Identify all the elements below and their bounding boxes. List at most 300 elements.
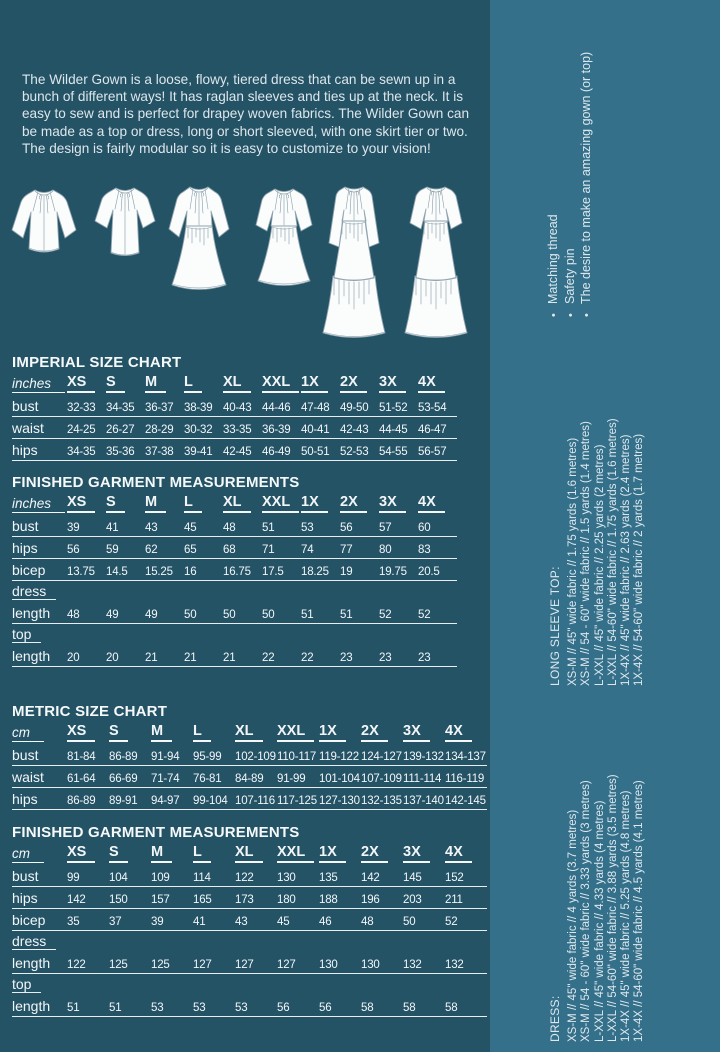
table-cell: 28-29 [145, 424, 174, 436]
table-row [12, 645, 457, 667]
list-item-text: L-XXL // 45" wide fabric // 4.33 yards (4 metres) [593, 800, 606, 1042]
table-cell: 36-37 [145, 402, 174, 414]
table-header-row [12, 844, 487, 865]
table-title: FINISHED GARMENT MEASUREMENTS [12, 824, 300, 841]
row-label: length [12, 955, 51, 971]
size-header: 4X [445, 844, 487, 865]
unit-label: inches [12, 376, 67, 395]
table-title: IMPERIAL SIZE CHART [12, 354, 182, 371]
table-cell: 53-54 [418, 402, 447, 414]
table-row [12, 417, 457, 439]
table-cell: 13.75 [67, 566, 95, 578]
table-cell: 188 [319, 894, 338, 906]
list-item-text: 1X-4X // 54-60" wide fabric // 2 yards (1.7 metres) [633, 433, 646, 686]
table-cell: 57 [379, 522, 392, 534]
table-cell: 77 [340, 544, 353, 556]
table-cell: 49-50 [340, 402, 369, 414]
table-cell: 127 [235, 959, 254, 971]
table-row [12, 537, 457, 559]
table-cell: 132 [403, 959, 422, 971]
fabric-requirement-line [620, 418, 633, 686]
table-cell: 50 [262, 609, 275, 621]
table-cell: 34-35 [67, 446, 96, 458]
table-cell: 52-53 [340, 446, 369, 458]
size-header: 2X [340, 374, 379, 395]
table-cell: 135 [319, 872, 338, 884]
size-header: XXL [262, 494, 301, 515]
size-header: 4X [445, 723, 487, 744]
table-cell: 58 [403, 1002, 416, 1014]
table-cell: 94-97 [151, 795, 180, 807]
fabric-requirement-line [594, 418, 607, 686]
table-cell: 50 [403, 916, 416, 928]
table-cell: 127 [277, 959, 296, 971]
table-cell: 51 [301, 609, 314, 621]
table-cell: 130 [361, 959, 380, 971]
table-cell: 99-104 [193, 795, 228, 807]
table-cell: 65 [184, 544, 197, 556]
table-cell: 20.5 [418, 566, 440, 578]
fabric-requirement-line [607, 774, 620, 1042]
list-item-text: L-XXL // 54-60" wide fabric // 1.75 yards (1.6 metres) [606, 418, 619, 686]
table-cell: 53 [193, 1002, 206, 1014]
table-cell: 52 [418, 609, 431, 621]
row-label: length [12, 998, 51, 1014]
table-cell: 37 [109, 916, 122, 928]
table-cell: 119-122 [319, 751, 359, 763]
table-cell: 150 [109, 894, 128, 906]
list-item-text: XS-M // 45" wide fabric // 1.75 yards (1.6 metres) [567, 437, 580, 686]
size-header: S [106, 374, 145, 395]
short-sleeve-two-tier-gown-illustration [398, 183, 474, 345]
table-row [12, 974, 487, 995]
size-header: 3X [379, 494, 418, 515]
table-cell: 18.25 [301, 566, 329, 578]
fabric-requirement-line [594, 774, 607, 1042]
table-cell: 40-43 [223, 402, 252, 414]
size-header: XXL [277, 844, 319, 865]
table-cell: 50 [223, 609, 236, 621]
table-title: METRIC SIZE CHART [12, 703, 168, 720]
size-header: 3X [379, 374, 418, 395]
table-cell: 99 [67, 872, 80, 884]
table-cell: 46-49 [262, 446, 291, 458]
table-cell: 42-45 [223, 446, 252, 458]
fabric-requirement-line [567, 418, 580, 686]
table-header-row [12, 494, 457, 515]
size-header: XXL [277, 723, 319, 744]
table-cell: 68 [223, 544, 236, 556]
row-label: bust [12, 398, 39, 414]
table-cell: 19 [340, 566, 353, 578]
long-sleeve-top-requirements [549, 418, 646, 686]
table-cell: 111-114 [403, 773, 442, 785]
unit-label: cm [12, 725, 67, 744]
size-header: XS [67, 494, 106, 515]
table-row [12, 395, 457, 417]
table-cell: 62 [145, 544, 158, 556]
table-cell: 122 [67, 959, 86, 971]
size-header: M [151, 844, 193, 865]
table-cell: 56-57 [418, 446, 447, 458]
notion-item [546, 52, 563, 317]
table-cell: 101-104 [319, 773, 360, 785]
table-cell: 66-69 [109, 773, 138, 785]
table-cell: 107-109 [361, 773, 402, 785]
size-header: XL [235, 723, 277, 744]
size-header: M [151, 723, 193, 744]
table-row [12, 581, 457, 602]
table-cell: 44-45 [379, 424, 408, 436]
bullet-icon: • [548, 313, 560, 317]
table-cell: 180 [277, 894, 296, 906]
list-item-text: 1X-4X // 54-60" wide fabric // 4.5 yards (4.1 metres) [633, 780, 646, 1042]
table-cell: 91-94 [151, 751, 180, 763]
size-header: M [145, 494, 184, 515]
list-item-text: XS-M // 54 - 60" wide fabric // 3.33 yards (3 metres) [580, 780, 593, 1042]
size-header: M [145, 374, 184, 395]
fabric-requirement-line [620, 774, 633, 1042]
size-header: L [184, 494, 223, 515]
table-cell: 51 [262, 522, 275, 534]
table-cell: 23 [340, 652, 353, 664]
row-label: top [12, 626, 67, 645]
row-label: waist [12, 769, 44, 785]
fabric-requirement-line [633, 418, 646, 686]
bullet-icon: • [564, 313, 577, 317]
row-label: bicep [12, 562, 46, 578]
table-cell: 95-99 [193, 751, 222, 763]
table-cell: 24-25 [67, 424, 96, 436]
notions-list [546, 52, 596, 317]
table-cell: 51 [67, 1002, 80, 1014]
table-cell: 116-119 [445, 773, 485, 785]
table-cell: 42-43 [340, 424, 369, 436]
size-header: 1X [319, 844, 361, 865]
table-cell: 157 [151, 894, 170, 906]
table-cell: 196 [361, 894, 380, 906]
table-cell: 58 [445, 1002, 458, 1014]
size-header: 4X [418, 374, 457, 395]
table-cell: 20 [67, 652, 80, 664]
metric-size-chart [12, 703, 487, 810]
table-cell: 211 [445, 894, 463, 906]
table-cell: 48 [361, 916, 374, 928]
table-cell: 60 [418, 522, 431, 534]
table-cell: 43 [235, 916, 248, 928]
long-sleeve-top-illustration [4, 186, 84, 258]
size-header: L [193, 723, 235, 744]
table-cell: 50 [184, 609, 197, 621]
size-header: 1X [301, 374, 340, 395]
table-cell: 83 [418, 544, 431, 556]
size-header: XL [223, 374, 262, 395]
table-cell: 142 [67, 894, 86, 906]
table-cell: 35 [67, 916, 80, 928]
table-cell: 36-39 [262, 424, 291, 436]
unit-label: cm [12, 846, 67, 865]
table-cell: 127-130 [319, 795, 360, 807]
dress-requirements [549, 774, 646, 1042]
row-label: hips [12, 890, 38, 906]
table-cell: 86-89 [109, 751, 138, 763]
list-item-text: Matching thread [546, 214, 560, 304]
list-item-text: The desire to make an amazing gown (or top) [579, 51, 594, 304]
table-cell: 102-109 [235, 751, 276, 763]
list-item-text: L-XXL // 54-60" wide fabric // 3.88 yards (3.5 metres) [606, 774, 619, 1042]
table-cell: 104 [109, 872, 128, 884]
size-header: 2X [340, 494, 379, 515]
table-cell: 81-84 [67, 751, 96, 763]
row-label: waist [12, 420, 44, 436]
table-cell: 48 [223, 522, 236, 534]
size-header: 2X [361, 723, 403, 744]
table-cell: 49 [145, 609, 158, 621]
table-cell: 30-32 [184, 424, 213, 436]
table-cell: 48 [67, 609, 80, 621]
table-cell: 132-135 [361, 795, 402, 807]
table-cell: 34-35 [106, 402, 135, 414]
table-cell: 80 [379, 544, 392, 556]
size-header: XL [223, 494, 262, 515]
table-cell: 91-99 [277, 773, 306, 785]
table-cell: 38-39 [184, 402, 213, 414]
table-cell: 52 [445, 916, 458, 928]
fabric-requirement-line [580, 774, 593, 1042]
table-row [12, 909, 487, 931]
table-cell: 39-41 [184, 446, 213, 458]
notion-item [563, 52, 580, 317]
short-sleeve-top-illustration [88, 184, 162, 262]
table-cell: 53 [235, 1002, 248, 1014]
table-row [12, 952, 487, 974]
table-cell: 114 [193, 872, 211, 884]
table-cell: 76-81 [193, 773, 222, 785]
table-cell: 139-132 [403, 751, 444, 763]
table-cell: 56 [340, 522, 353, 534]
size-header: 3X [403, 844, 445, 865]
table-cell: 84-89 [235, 773, 264, 785]
table-cell: 15.25 [145, 566, 173, 578]
table-cell: 46-47 [418, 424, 447, 436]
fabric-requirement-line [580, 418, 593, 686]
table-cell: 117-125 [277, 795, 317, 807]
row-label: dress [12, 583, 67, 602]
table-cell: 39 [151, 916, 164, 928]
table-cell: 35-36 [106, 446, 135, 458]
table-row [12, 931, 487, 952]
table-cell: 39 [67, 522, 80, 534]
row-label: length [12, 605, 51, 621]
size-header: S [109, 723, 151, 744]
table-cell: 45 [184, 522, 197, 534]
table-cell: 110-117 [277, 751, 317, 763]
list-item-text: XS-M // 54 - 60" wide fabric // 1.5 yards (1.4 metres) [580, 421, 593, 686]
table-cell: 56 [67, 544, 80, 556]
size-header: XXL [262, 374, 301, 395]
table-cell: 23 [379, 652, 392, 664]
table-cell: 50-51 [301, 446, 330, 458]
table-row [12, 995, 487, 1017]
table-cell: 16.75 [223, 566, 251, 578]
row-label: bust [12, 518, 39, 534]
imperial-size-chart [12, 354, 457, 461]
table-row [12, 865, 487, 887]
table-cell: 127 [193, 959, 212, 971]
table-row [12, 744, 487, 766]
row-label: bust [12, 747, 39, 763]
table-cell: 47-48 [301, 402, 330, 414]
size-header: 4X [418, 494, 457, 515]
table-cell: 17.5 [262, 566, 284, 578]
table-cell: 19.75 [379, 566, 407, 578]
table-cell: 56 [277, 1002, 290, 1014]
row-label: bust [12, 868, 39, 884]
table-row [12, 515, 457, 537]
table-cell: 41 [106, 522, 119, 534]
table-header-row [12, 374, 457, 395]
table-cell: 134-137 [445, 751, 486, 763]
list-item-text: Safety pin [562, 248, 577, 304]
list-item-text: 1X-4X // 45" wide fabric // 5.25 yards (4.8 metres) [620, 790, 633, 1042]
fabric-requirement-line [607, 418, 620, 686]
table-cell: 107-116 [235, 795, 275, 807]
row-label: hips [12, 540, 38, 556]
bullet-icon: • [581, 313, 594, 317]
size-header: L [193, 844, 235, 865]
size-header: 1X [319, 723, 361, 744]
table-row [12, 766, 487, 788]
table-cell: 137-140 [403, 795, 444, 807]
size-header: S [106, 494, 145, 515]
table-cell: 16 [184, 566, 197, 578]
table-cell: 125 [151, 959, 170, 971]
table-cell: 45 [277, 916, 290, 928]
table-cell: 21 [184, 652, 197, 664]
table-cell: 56 [319, 1002, 332, 1014]
table-cell: 51 [109, 1002, 122, 1014]
row-label: hips [12, 791, 38, 807]
intro-paragraph: The Wilder Gown is a loose, flowy, tiered dress that can be sewn up in a bunch of different ways! It has raglan sleeves and ties up at the neck. It is easy to sew and is perfect for drapey woven fabrics. The Wilder Gown can be made as a top or dress, long or short sleeved, with one skirt tier or two. The design is fairly modular so it is easy to customize to your vision! [22, 72, 470, 156]
size-header: 1X [301, 494, 340, 515]
table-title: FINISHED GARMENT MEASUREMENTS [12, 474, 300, 491]
table-cell: 165 [193, 894, 212, 906]
table-cell: 21 [223, 652, 236, 664]
row-label: hips [12, 442, 38, 458]
table-cell: 40-41 [301, 424, 330, 436]
unit-label: inches [12, 496, 67, 515]
row-label: bicep [12, 912, 46, 928]
size-header: 3X [403, 723, 445, 744]
table-cell: 41 [193, 916, 206, 928]
table-row [12, 602, 457, 624]
table-cell: 32-33 [67, 402, 96, 414]
table-cell: 130 [319, 959, 338, 971]
table-cell: 33-35 [223, 424, 252, 436]
list-item-text: XS-M // 45" wide fabric // 4 yards (3.7 metres) [567, 809, 580, 1042]
table-row [12, 559, 457, 581]
row-label: length [12, 648, 51, 664]
table-cell: 21 [145, 652, 158, 664]
list-item-text: 1X-4X // 45" wide fabric // 2.63 yards (2.4 metres) [620, 434, 633, 686]
size-header: 2X [361, 844, 403, 865]
table-cell: 122 [235, 872, 254, 884]
table-cell: 124-127 [361, 751, 402, 763]
short-sleeve-dress-illustration [248, 185, 320, 289]
table-cell: 109 [151, 872, 170, 884]
table-cell: 142 [361, 872, 380, 884]
table-cell: 20 [106, 652, 119, 664]
table-row [12, 439, 457, 461]
dress-items [567, 774, 646, 1042]
table-cell: 152 [445, 872, 464, 884]
row-label: top [12, 976, 67, 995]
size-header: XS [67, 723, 109, 744]
table-cell: 89-91 [109, 795, 138, 807]
table-cell: 58 [361, 1002, 374, 1014]
size-header: XL [235, 844, 277, 865]
table-cell: 132 [445, 959, 464, 971]
table-cell: 203 [403, 894, 422, 906]
size-header: S [109, 844, 151, 865]
table-cell: 52 [379, 609, 392, 621]
long-sleeve-top-title: LONG SLEEVE TOP: [548, 566, 562, 686]
table-cell: 86-89 [67, 795, 96, 807]
table-cell: 26-27 [106, 424, 135, 436]
metric-finished-garment-table [12, 824, 487, 1017]
long-sleeve-two-tier-gown-illustration [318, 183, 390, 345]
size-header: L [184, 374, 223, 395]
table-cell: 23 [418, 652, 431, 664]
table-cell: 142-145 [445, 795, 486, 807]
table-cell: 71-74 [151, 773, 180, 785]
long-sleeve-top-items [567, 418, 646, 686]
table-cell: 44-46 [262, 402, 291, 414]
dress-title: DRESS: [548, 995, 562, 1042]
table-cell: 46 [319, 916, 332, 928]
table-cell: 130 [277, 872, 296, 884]
table-cell: 22 [301, 652, 314, 664]
imperial-finished-garment-table [12, 474, 457, 667]
table-cell: 61-64 [67, 773, 96, 785]
fabric-requirement-line [633, 774, 646, 1042]
long-sleeve-dress-illustration [160, 183, 238, 293]
row-label: dress [12, 933, 67, 952]
list-item-text: L-XXL // 45" wide fabric // 2.25 yards (2 metres) [593, 444, 606, 686]
table-cell: 51-52 [379, 402, 408, 414]
fabric-requirement-line [567, 774, 580, 1042]
notion-item [579, 52, 596, 317]
table-row [12, 887, 487, 909]
table-cell: 37-38 [145, 446, 174, 458]
table-cell: 59 [106, 544, 119, 556]
table-cell: 14.5 [106, 566, 128, 578]
table-cell: 22 [262, 652, 275, 664]
size-header: XS [67, 844, 109, 865]
table-cell: 125 [109, 959, 128, 971]
table-cell: 51 [340, 609, 353, 621]
table-cell: 145 [403, 872, 422, 884]
table-cell: 53 [151, 1002, 164, 1014]
table-cell: 74 [301, 544, 314, 556]
table-header-row [12, 723, 487, 744]
table-cell: 173 [235, 894, 254, 906]
garment-illustrations [0, 181, 492, 346]
table-row [12, 788, 487, 810]
table-cell: 71 [262, 544, 275, 556]
table-cell: 43 [145, 522, 158, 534]
table-cell: 54-55 [379, 446, 408, 458]
